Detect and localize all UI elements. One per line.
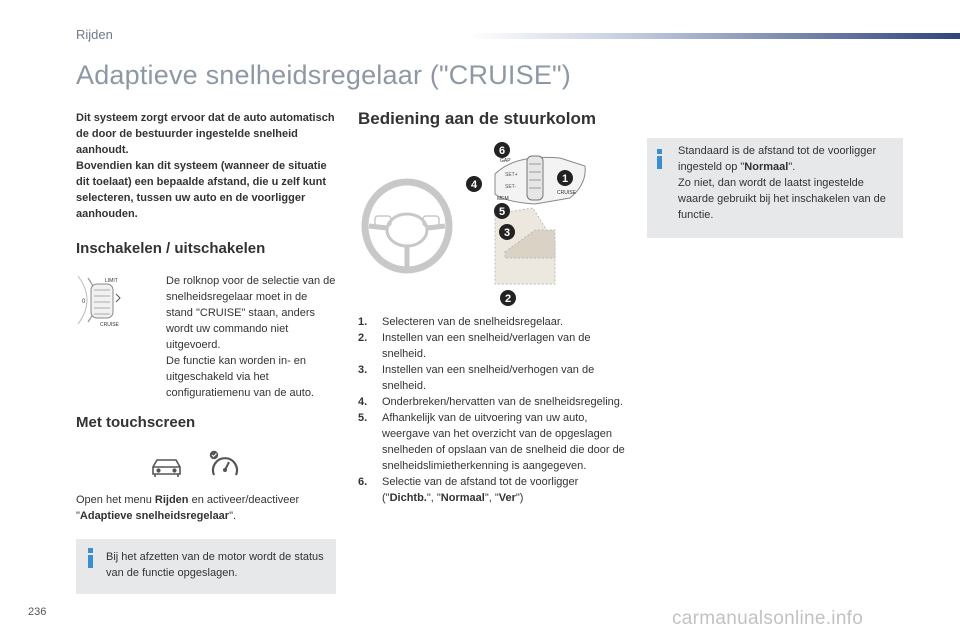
cruise-selector-knob-illustration	[72, 272, 136, 328]
svg-text:2: 2	[504, 293, 512, 305]
list-item: 3. Instellen van een snelheid/verhogen van de snelheid.	[358, 364, 595, 392]
list-item: 5. Afhankelijk van de uitvoering van uw auto, weergave van het overzicht van de opgeslagen snelheden of opslaan van de snelheid die door de snelheidslimietherkenning is aangegeven.	[358, 412, 625, 472]
list-item: 2. Instellen van een snelheid/verlagen van de snelheid.	[358, 332, 591, 360]
callout-2	[500, 290, 516, 306]
knob-para-2: De functie kan worden in- en uitgeschakeld via het configuratiemenu van de auto.	[166, 355, 314, 399]
info-text: Standaard is de afstand tot de voorligger ingesteld op "Normaal". Zo niet, dan wordt de laatst ingestelde waarde gebruikt bij het inschakelen van de functie.	[678, 145, 886, 221]
touchscreen-icons	[150, 448, 246, 482]
instruction-text-end: ".	[229, 510, 237, 522]
set-plus-label: SET+	[505, 172, 518, 178]
knob-description	[166, 273, 336, 401]
instruction-text-mid: en activeer/deactiveer "	[76, 494, 300, 522]
intro-text	[76, 110, 338, 222]
intro-line-2: Bovendien kan dit systeem (wanneer de situatie dit toelaat) een bepaalde afstand, die u zelf kunt selecteren, tussen uw auto en de voorligger aanhouden.	[76, 160, 327, 220]
knob-zero-label: 0	[82, 299, 86, 305]
mem-label: MEM	[497, 196, 509, 202]
menu-name: Rijden	[154, 494, 189, 506]
knob-cruise-label: CRUISE	[100, 322, 119, 328]
callout-1	[557, 170, 573, 186]
section-label: Rijden	[76, 27, 113, 42]
steering-column-controls-diagram	[355, 134, 630, 309]
info-icon	[657, 149, 662, 169]
callout-4	[466, 176, 482, 192]
svg-text:5: 5	[498, 206, 506, 218]
callout-5	[494, 203, 510, 219]
list-item: 1. Selecteren van de snelheidsregelaar.	[358, 316, 564, 328]
steering-wheel-illustration	[365, 182, 449, 270]
car-icon	[153, 460, 180, 477]
watermark: carmanualsonline.info	[672, 608, 864, 629]
knob-para-1: De rolknop voor de selectie van de snelheidsregelaar moet in de stand "CRUISE" staan, anders wordt uw commando niet uitgevoerd.	[166, 275, 336, 351]
heading-inschakelen: Inschakelen / uitschakelen	[76, 240, 266, 257]
callout-3	[499, 224, 515, 240]
info-box-distance	[647, 138, 903, 238]
option-name: Adaptieve snelheidsregelaar	[79, 510, 230, 522]
heading-bediening: Bediening aan de stuurkolom	[358, 109, 597, 128]
header-accent-bar	[470, 33, 960, 39]
callout-6	[494, 142, 510, 158]
list-item: 4. Onderbreken/hervatten van de snelheidsregeling.	[358, 396, 623, 408]
instruction-text: Open het menu	[76, 494, 155, 506]
info-icon	[88, 548, 93, 568]
set-minus-label: SET-	[505, 184, 517, 190]
svg-text:6: 6	[498, 145, 506, 157]
cruise-label: CRUISE	[557, 190, 576, 196]
intro-line-1: Dit systeem zorgt ervoor dat de auto automatisch de door de bestuurder ingestelde snelheid aanhoudt.	[76, 112, 335, 156]
knob-limit-label: LIMIT	[105, 278, 118, 284]
svg-text:4: 4	[470, 179, 478, 191]
gap-label: GAP	[500, 158, 511, 164]
arrow-icon	[116, 294, 120, 302]
page-title: Adaptieve snelheidsregelaar ("CRUISE")	[76, 60, 571, 90]
stalk-motion-illustration	[495, 208, 555, 284]
touchscreen-instruction	[76, 492, 338, 524]
info-text: Bij het afzetten van de motor wordt de status van de functie opgeslagen.	[106, 551, 324, 579]
page-number: 236	[28, 606, 47, 618]
control-steps-list	[358, 314, 628, 506]
list-item: 6. Selectie van de afstand tot de voorligger ("Dichtb.", "Normaal", "Ver")	[358, 476, 579, 504]
svg-text:1: 1	[561, 173, 569, 185]
info-box-motor	[76, 539, 336, 594]
speedometer-icon	[210, 451, 237, 475]
svg-text:3: 3	[503, 227, 511, 239]
heading-touchscreen: Met touchscreen	[76, 414, 196, 431]
